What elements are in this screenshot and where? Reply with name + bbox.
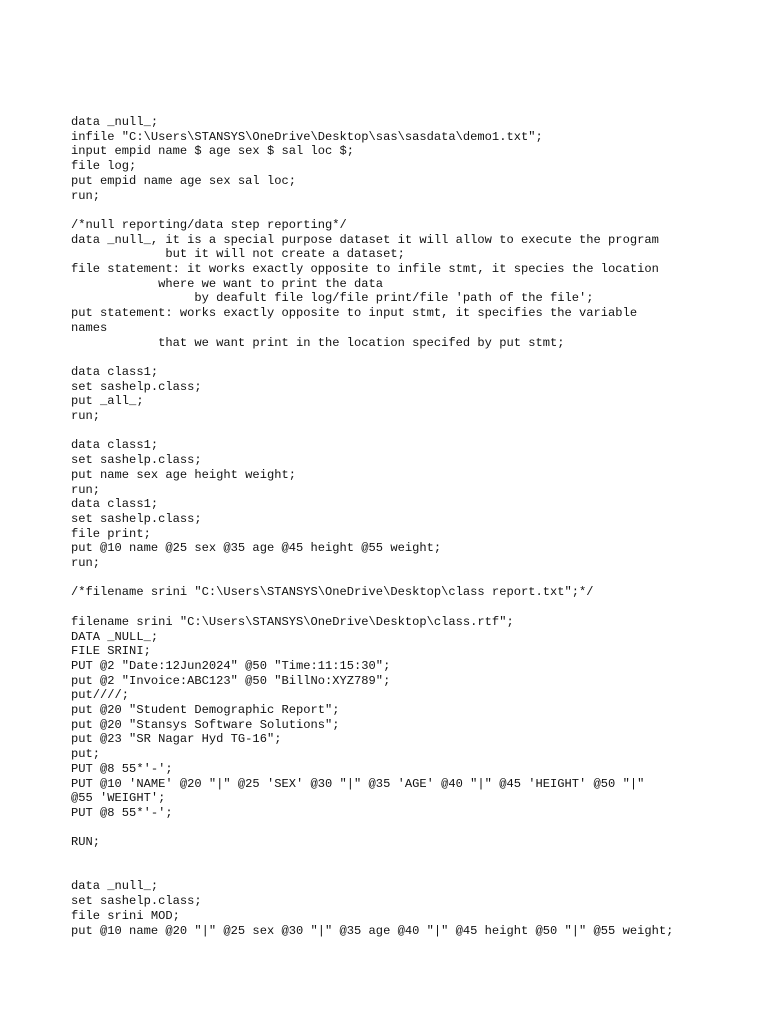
code-line: PUT @8 55*'-'; (71, 761, 173, 776)
code-line: put @10 name @25 sex @35 age @45 height @55 weight; (71, 541, 442, 556)
code-line: put empid name age sex sal loc; (71, 173, 296, 188)
code-line: run; (71, 188, 101, 203)
code-line: data _null_, it is a special purpose dataset it will allow to execute the program (71, 232, 659, 247)
code-line: put statement: works exactly opposite to input stmt, it specifies the variable (71, 306, 638, 321)
code-line: put @20 "Student Demographic Report"; (71, 703, 340, 718)
code-line: put _all_; (71, 394, 144, 409)
code-line: filename srini "C:\Users\STANSYS\OneDrive\Desktop\class.rtf"; (71, 614, 514, 629)
code-line: where we want to print the data (71, 276, 384, 291)
code-line (71, 850, 711, 865)
code-line: infile "C:\Users\STANSYS\OneDrive\Desktop\sas\sasdata\demo1.txt"; (71, 129, 543, 144)
code-line (71, 865, 711, 880)
code-line: PUT @10 'NAME' @20 "|" @25 'SEX' @30 "|" @35 'AGE' @40 "|" @45 'HEIGHT' @50 "|" (71, 776, 645, 791)
code-line: RUN; (71, 835, 101, 850)
code-line: that we want print in the location specifed by put stmt; (71, 335, 565, 350)
code-line: set sashelp.class; (71, 894, 202, 909)
code-line: put; (71, 747, 101, 762)
code-line: file statement: it works exactly opposite to infile stmt, it species the location (71, 262, 659, 277)
code-line: @55 'WEIGHT'; (71, 791, 166, 806)
code-line: file log; (71, 159, 137, 174)
code-line: FILE SRINI; (71, 644, 151, 659)
code-line: file print; (71, 526, 151, 541)
code-line (71, 821, 711, 836)
code-line: set sashelp.class; (71, 511, 202, 526)
code-line: data _null_; (71, 879, 159, 894)
code-line (71, 350, 711, 365)
code-line: by deafult file log/file print/file 'path of the file'; (71, 291, 594, 306)
code-text-block (71, 115, 711, 938)
code-line: DATA _NULL_; (71, 629, 159, 644)
code-line: data class1; (71, 364, 159, 379)
code-line: /*null reporting/data step reporting*/ (71, 217, 347, 232)
code-line: run; (71, 409, 101, 424)
code-line: PUT @8 55*'-'; (71, 805, 173, 820)
code-line: data class1; (71, 497, 159, 512)
code-line: /*filename srini "C:\Users\STANSYS\OneDrive\Desktop\class report.txt";*/ (71, 585, 594, 600)
code-line (71, 600, 711, 615)
code-line (71, 571, 711, 586)
code-line: input empid name $ age sex $ sal loc $; (71, 144, 355, 159)
code-line (71, 424, 711, 439)
code-line: but it will not create a dataset; (71, 247, 405, 262)
code-line: set sashelp.class; (71, 379, 202, 394)
code-line: put @20 "Stansys Software Solutions"; (71, 717, 340, 732)
code-line: file srini MOD; (71, 908, 180, 923)
code-line: put @10 name @20 "|" @25 sex @30 "|" @35 age @40 "|" @45 height @50 "|" @55 weight; (71, 923, 674, 938)
code-line: names (71, 320, 108, 335)
code-line: run; (71, 556, 101, 571)
code-line: run; (71, 482, 101, 497)
code-line: PUT @2 "Date:12Jun2024" @50 "Time:11:15:30"; (71, 658, 391, 673)
code-line: put name sex age height weight; (71, 467, 296, 482)
code-line: set sashelp.class; (71, 453, 202, 468)
code-line: put @2 "Invoice:ABC123" @50 "BillNo:XYZ789"; (71, 673, 391, 688)
code-line: data _null_; (71, 115, 159, 129)
code-line: data class1; (71, 438, 159, 453)
code-line (71, 203, 711, 218)
code-line: put////; (71, 688, 130, 703)
code-line: put @23 "SR Nagar Hyd TG-16"; (71, 732, 282, 747)
